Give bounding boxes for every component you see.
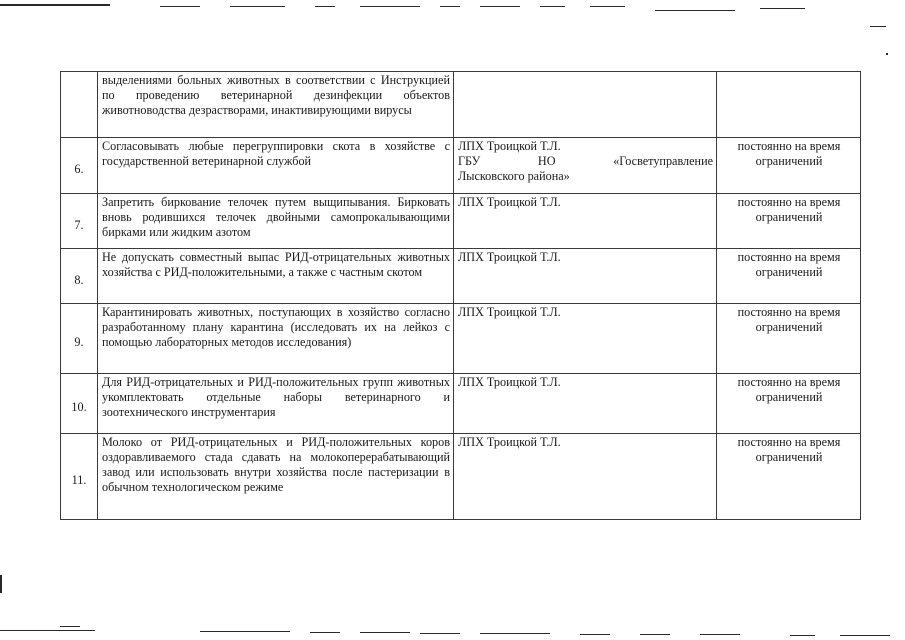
scan-artifact-bottom-dash	[580, 634, 610, 635]
scan-artifact-bottom-dash	[60, 626, 80, 627]
scan-artifact-top-dash	[590, 6, 625, 7]
responsible-cell	[454, 434, 717, 520]
scan-artifact-top-left	[0, 4, 110, 6]
scan-artifact-bottom-dash	[200, 631, 290, 632]
scan-artifact-top-dash	[480, 6, 520, 7]
responsible-cell	[454, 138, 717, 194]
row-number: 10.	[61, 374, 98, 434]
scan-artifact-bottom-dash	[480, 633, 550, 634]
deadline-text: постоянно на время ограничений	[717, 434, 861, 520]
responsible-line: ЛПХ Троицкой Т.Л.	[458, 139, 561, 153]
table-row	[61, 304, 861, 374]
measure-text: Карантинировать животных, поступающих в хозяйство согласно разработанному плану карантина (исследовать их на лейкоз с помощью лабораторных методов исследования)	[98, 304, 454, 374]
responsible-cell	[454, 304, 717, 374]
measure-text: выделениями больных животных в соответствии с Инструкцией по проведению ветеринарной дезинфекции объектов животноводства дезрастворами, инактивирующими вирусы	[98, 72, 454, 138]
row-number: 9.	[61, 304, 98, 374]
scan-artifact-bottom-dash	[700, 634, 740, 635]
row-number: 7.	[61, 194, 98, 249]
table-row	[61, 249, 861, 304]
deadline-text: постоянно на время ограничений	[717, 249, 861, 304]
scan-artifact-top-dash	[440, 6, 460, 7]
scan-artifact-top-dash	[540, 6, 565, 7]
scan-artifact-bottom-dash	[310, 632, 340, 633]
scan-artifact-top-dash	[160, 6, 200, 7]
row-number	[61, 72, 98, 138]
scan-artifact-top-dash	[230, 6, 285, 7]
responsible-line: ГБУ НО «Госветуправление	[458, 154, 713, 168]
responsible-line: ЛПХ Троицкой Т.Л.	[458, 435, 561, 449]
table-row	[61, 194, 861, 249]
row-number: 6.	[61, 138, 98, 194]
measures-table	[60, 71, 861, 520]
scan-artifact-top-dash	[315, 6, 335, 7]
scan-artifact-bottom-dash	[420, 633, 460, 634]
scan-artifact-right-dash	[870, 26, 886, 27]
responsible-line: ЛПХ Троицкой Т.Л.	[458, 305, 561, 319]
responsible-cell	[454, 72, 717, 138]
responsible-line: ЛПХ Троицкой Т.Л.	[458, 195, 561, 209]
scan-artifact-top-dash	[655, 10, 735, 11]
measure-text: Молоко от РИД-отрицательных и РИД-положительных коров оздоравливаемого стада сдавать на молокоперерабатывающий завод или использовать внутри хозяйства после пастеризации в обычном технологическом режиме	[98, 434, 454, 520]
row-number: 11.	[61, 434, 98, 520]
scan-artifact-top-dash	[360, 6, 420, 7]
table-row	[61, 72, 861, 138]
deadline-text: постоянно на время ограничений	[717, 194, 861, 249]
responsible-cell	[454, 374, 717, 434]
responsible-cell	[454, 194, 717, 249]
measure-text: Для РИД-отрицательных и РИД-положительных групп животных укомплектовать отдельные наборы ветеринарного и зоотехнического инструментария	[98, 374, 454, 434]
responsible-cell	[454, 249, 717, 304]
measure-text: Согласовывать любые перегруппировки скота в хозяйстве с государственной ветеринарной службой	[98, 138, 454, 194]
row-number: 8.	[61, 249, 98, 304]
scan-artifact-bottom-dash	[360, 632, 410, 633]
scan-artifact-bottom-dash	[640, 634, 670, 635]
scan-artifact-left-edge	[0, 575, 2, 593]
table-row	[61, 374, 861, 434]
measure-text: Не допускать совместный выпас РИД-отрицательных животных хозяйства с РИД-положительными, а также с частным скотом	[98, 249, 454, 304]
responsible-line: Лысковского района»	[458, 169, 570, 183]
scan-artifact-bottom-dash	[840, 635, 890, 636]
deadline-text	[717, 72, 861, 138]
scan-artifact-bottom-left	[0, 630, 95, 631]
scan-artifact-right-dot	[886, 53, 888, 55]
scan-artifact-bottom-dash	[790, 635, 815, 636]
table-row	[61, 434, 861, 520]
deadline-text: постоянно на время ограничений	[717, 374, 861, 434]
deadline-text: постоянно на время ограничений	[717, 138, 861, 194]
responsible-line: ЛПХ Троицкой Т.Л.	[458, 375, 561, 389]
deadline-text: постоянно на время ограничений	[717, 304, 861, 374]
measure-text: Запретить биркование телочек путем выщипывания. Бирковать вновь родившихся телочек двойными самопрокалывающими бирками или жидким азотом	[98, 194, 454, 249]
responsible-line: ЛПХ Троицкой Т.Л.	[458, 250, 561, 264]
scan-artifact-top-dash	[760, 8, 805, 9]
table-row	[61, 138, 861, 194]
